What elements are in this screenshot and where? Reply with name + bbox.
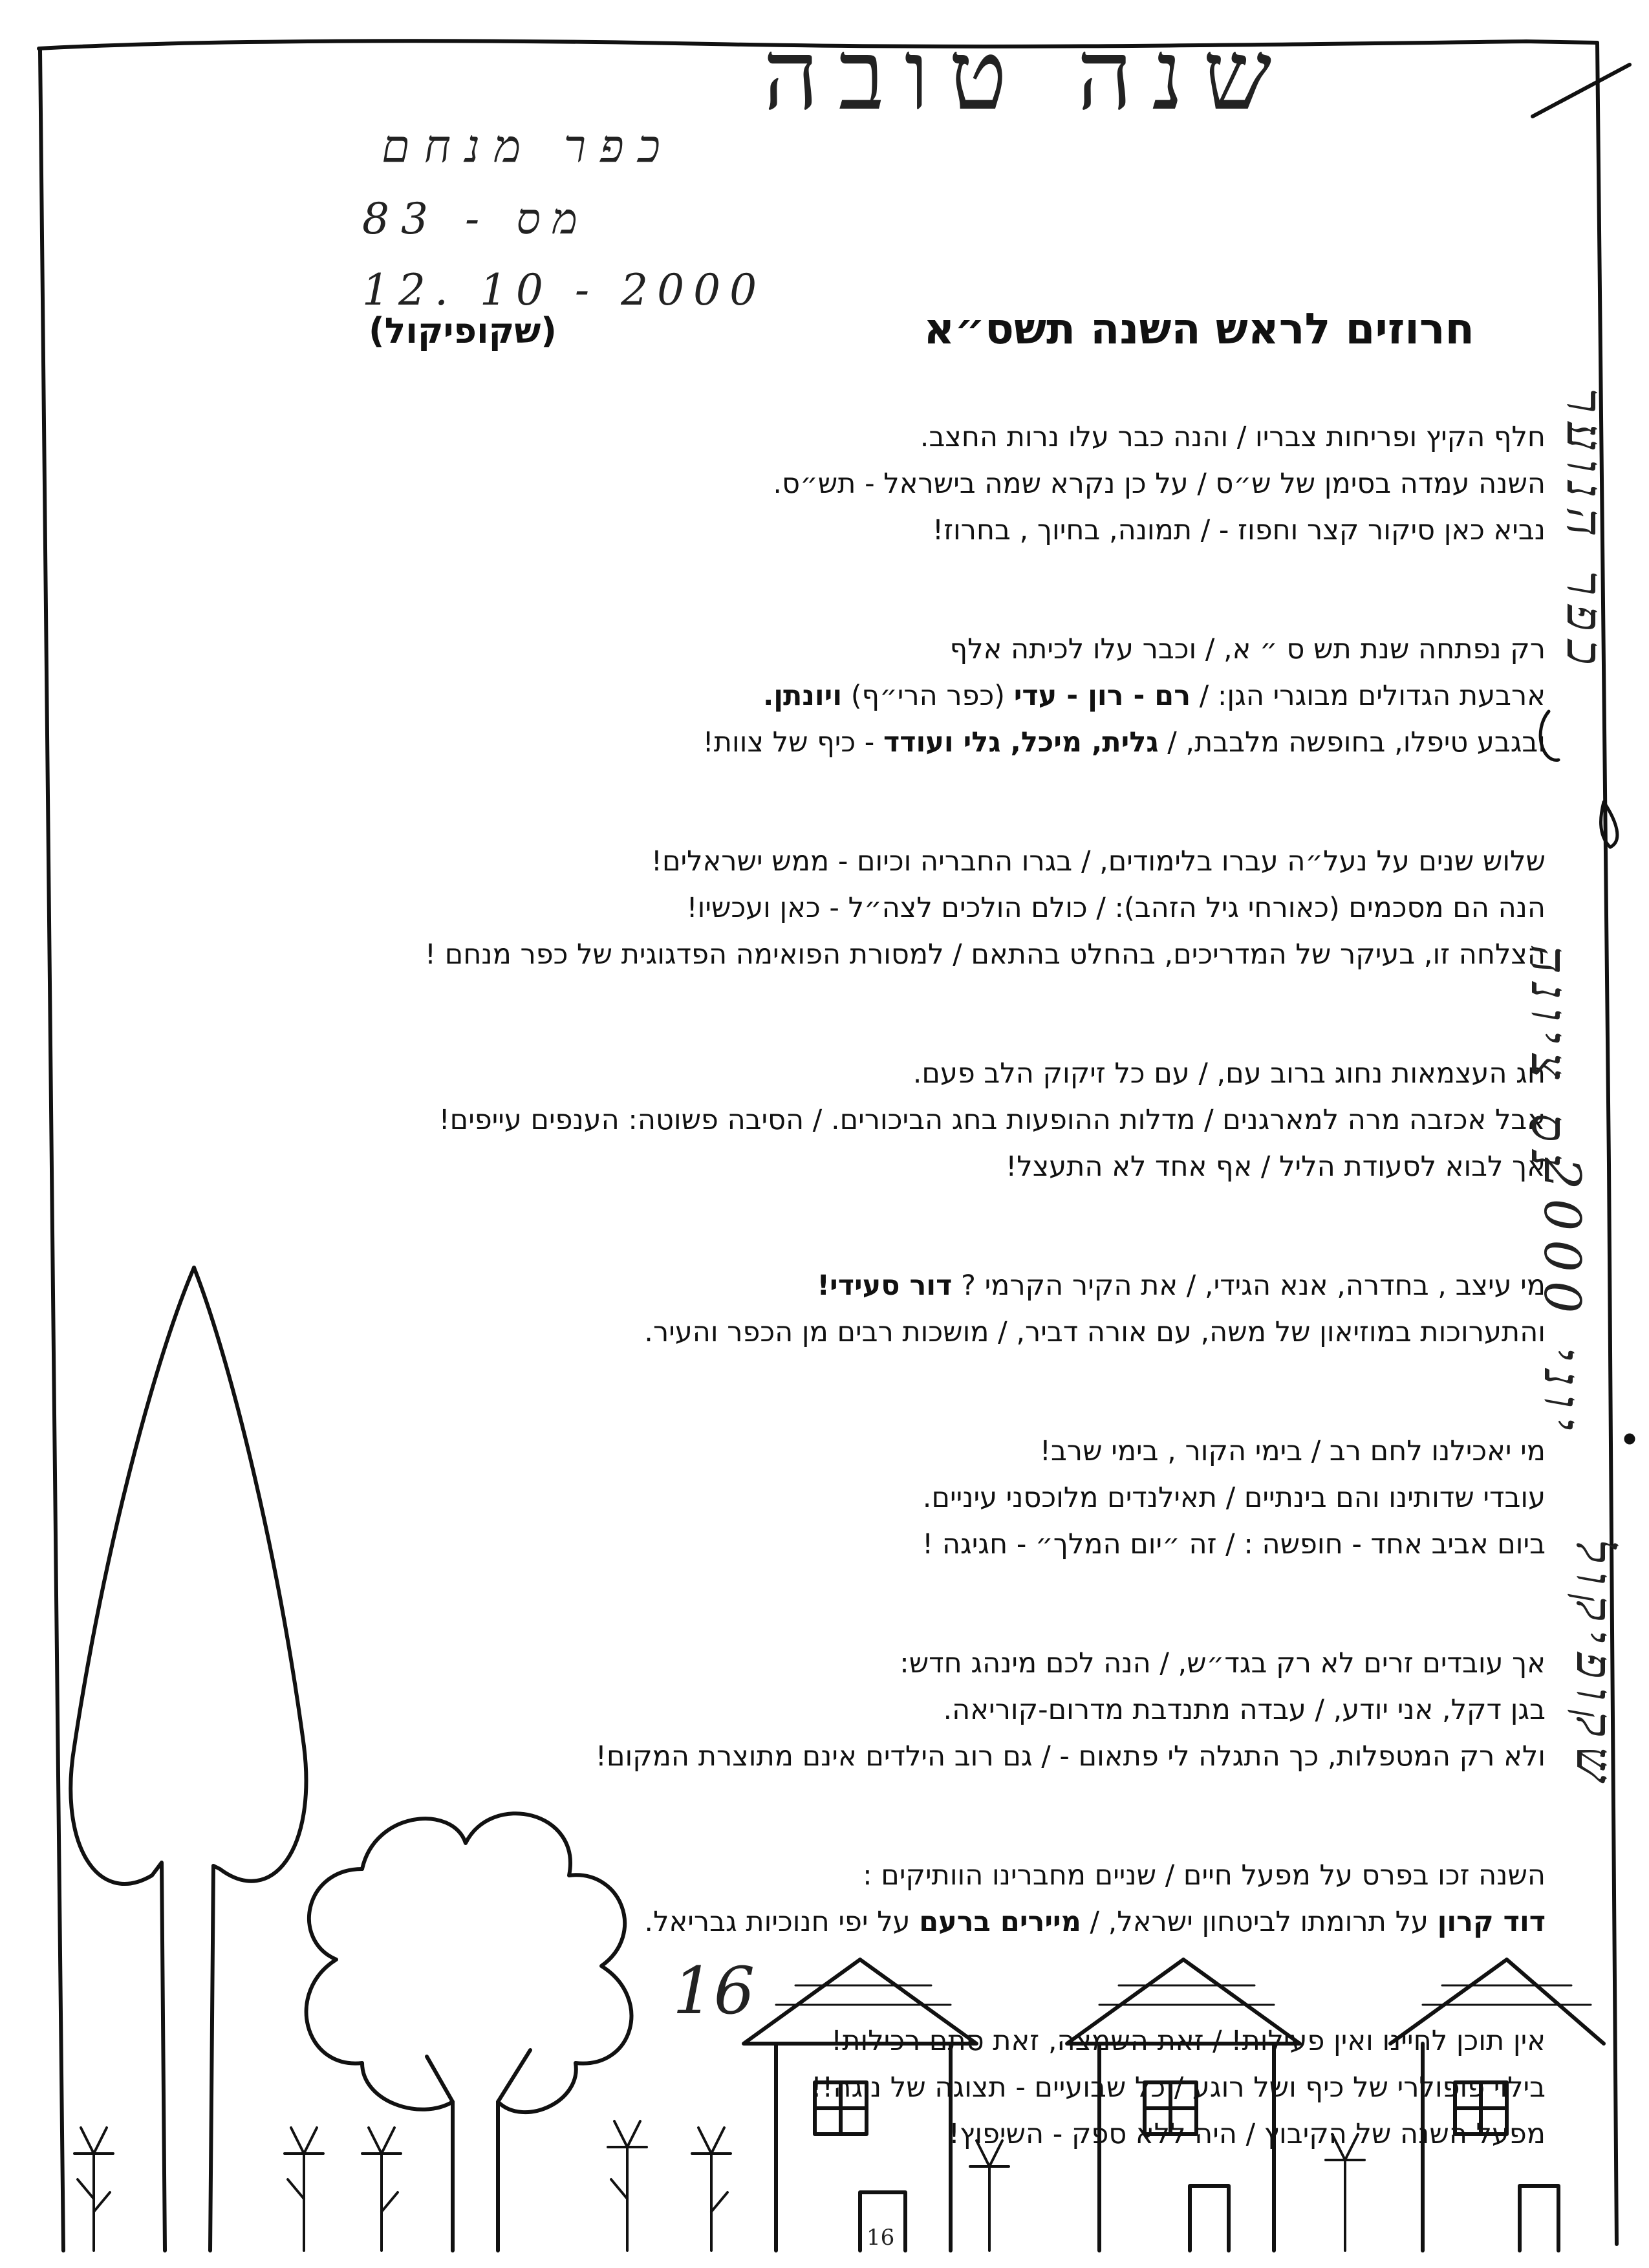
poem-line bbox=[123, 1428, 1546, 1474]
poem-line bbox=[123, 931, 1546, 978]
text-segment: - כיף של צוות! bbox=[702, 726, 883, 759]
text-segment: אך עובדים זרים לא רק בגד״ש, / הנה לכם מינהג חדש: bbox=[900, 1647, 1546, 1679]
poem-line bbox=[123, 1474, 1546, 1521]
margin-note: נס ציונה bbox=[1520, 944, 1578, 1176]
poem-line bbox=[123, 1309, 1546, 1355]
stanza bbox=[123, 1640, 1546, 1780]
stanza bbox=[123, 838, 1546, 978]
margin-note: כפר הנוער bbox=[1555, 388, 1613, 674]
text-segment: ולא רק המטפלות, כך התגלה לי פתאום - / גם רוב הילדים אינם מתוצרת המקום! bbox=[595, 1740, 1546, 1773]
document-subtitle: (שקופיקול) bbox=[369, 310, 557, 351]
poem-body bbox=[123, 414, 1546, 2230]
handwritten-note-location: כפר מנחם bbox=[382, 120, 674, 173]
stanza bbox=[123, 1852, 1546, 1945]
text-segment: מי יאכילנו לחם רב / בימי הקור , בימי שרב! bbox=[1039, 1435, 1546, 1467]
text-segment: מפעל השנה של הקיבוץ / היה ללא ספק - השיפוץ! bbox=[948, 2118, 1546, 2150]
poem-line bbox=[123, 460, 1546, 507]
text-segment: נביא כאן סיקור קצר וחפוז - / תמונה, בחיוך , בחרוז! bbox=[932, 514, 1546, 546]
bold-name-segment: רם - רון - עדי bbox=[1013, 680, 1191, 712]
text-segment: ארבעת הגדולים מבוגרי הגן: / bbox=[1191, 680, 1546, 712]
poem-line bbox=[123, 885, 1546, 931]
text-segment: אך לבוא לסעודת הליל / אף אחד לא התעצל! bbox=[1006, 1150, 1546, 1183]
handwritten-note-number: 83 - מס bbox=[362, 194, 589, 244]
margin-note: יוני 2000 bbox=[1533, 1158, 1591, 1440]
text-segment: השנה זכו בפרס על מפעל חיים / שניים מחברינו הוותיקים : bbox=[863, 1859, 1546, 1892]
text-segment: שלוש שנים על נעל״ה עברו בלימודים, / בגרו החבריה וכיום - ממש ישראלים! bbox=[651, 845, 1546, 878]
house-number: 16 bbox=[867, 2225, 895, 2251]
bold-name-segment: מיירים ברעם bbox=[919, 1906, 1081, 1938]
text-segment: על יפי חנוכיות גבריאל. bbox=[644, 1906, 920, 1938]
poem-line bbox=[123, 1521, 1546, 1568]
handwritten-note-date: 12. 10 - 2000 bbox=[362, 265, 766, 315]
poem-line bbox=[123, 1143, 1546, 1190]
poem-line bbox=[123, 1262, 1546, 1309]
poem-line bbox=[123, 507, 1546, 554]
poem-line bbox=[123, 1733, 1546, 1780]
document-title: חרוזים לראש השנה תשס״א bbox=[923, 304, 1474, 354]
page-number: 16 bbox=[673, 1953, 755, 2029]
bold-name-segment: דור סעידי! bbox=[817, 1269, 953, 1302]
poem-line bbox=[123, 2018, 1546, 2064]
text-segment: השנה עמדה בסימן של ש״ס / על כן נקרא שמה בישראל - תש״ס. bbox=[773, 468, 1546, 500]
poem-line bbox=[123, 1899, 1546, 1945]
stanza bbox=[123, 414, 1546, 554]
text-segment: (כפר הרי״ף) bbox=[842, 680, 1014, 712]
stanza bbox=[123, 2018, 1546, 2157]
text-segment: חלף הקיץ ופריחות צבריו / והנה כבר עלו נרות החצב. bbox=[920, 421, 1546, 453]
poem-line bbox=[123, 1852, 1546, 1899]
text-segment: אבל אכזבה מרה למארגנים / מדלות ההופעות בחג הביכורים. / הסיבה פשוטה: הענפים עייפים! bbox=[438, 1104, 1546, 1136]
poem-line bbox=[123, 1050, 1546, 1097]
poem-line bbox=[123, 1640, 1546, 1687]
text-segment: הצלחה זו, בעיקר של המדריכים, בהחלט בהתאם / למסורת הפואימה הפדגוגית של כפר מנחם ! bbox=[424, 938, 1546, 971]
stanza bbox=[123, 1050, 1546, 1190]
text-segment: רק נפתחה שנת תש ס ״ א, / וכבר עלו לכיתה אלף bbox=[949, 633, 1546, 665]
text-segment: עובדי שדותינו והם בינתיים / תאילנדים מלוכסני עיניים. bbox=[922, 1482, 1546, 1514]
text-segment: על תרומתו לביטחון ישראל, / bbox=[1081, 1906, 1438, 1938]
bold-name-segment: ויונתן. bbox=[762, 680, 843, 712]
poem-line bbox=[123, 719, 1546, 766]
text-segment: ובגבע טיפלו, בחופשה מלבבת, / bbox=[1158, 726, 1546, 759]
bold-name-segment: גלית, מיכל, גלי ועודד bbox=[883, 726, 1159, 759]
handwritten-heading: שנה טובה bbox=[763, 19, 1291, 132]
poem-line bbox=[123, 414, 1546, 460]
poem-line bbox=[123, 1687, 1546, 1733]
poem-line bbox=[123, 626, 1546, 673]
poem-line bbox=[123, 838, 1546, 885]
text-segment: מי עיצב , בחדרה, אנא הגידי, / את הקיר הקרמי ? bbox=[952, 1269, 1546, 1302]
poem-line bbox=[123, 2064, 1546, 2111]
text-segment: חג העצמאות נחוג ברוב עם, / עם כל זיקוק הלב פעם. bbox=[912, 1057, 1546, 1090]
poem-line bbox=[123, 673, 1546, 719]
text-segment: ביום אביב אחד - חופשה : / זה ״יום המלך״ - חגיגה ! bbox=[922, 1528, 1546, 1561]
margin-note: שקופיקול bbox=[1565, 1539, 1623, 1791]
poem-line bbox=[123, 1097, 1546, 1143]
text-segment: בגן דקל, אני יודע, / עבדה מתנדבת מדרום-קוריאה. bbox=[943, 1694, 1546, 1726]
text-segment: בילוי פופולרי של כיף ושל רוגע / כל שבועיים - תצוגה של נוגה!! bbox=[810, 2071, 1546, 2104]
text-segment: אין תוכן לחיינו ואין פעילות! / זאת השמצה, זאת סתם רכילות! bbox=[830, 2025, 1546, 2057]
stanza bbox=[123, 626, 1546, 766]
bold-name-segment: דוד קרון bbox=[1437, 1906, 1546, 1938]
text-segment: הנה הם מסכמים (כאורחי גיל הזהב): / כולם הולכים לצה״ל - כאן ועכשיו! bbox=[686, 892, 1546, 924]
text-segment: והתערוכות במוזיאון של משה, עם אורה דביר, / מושכות רבים מן הכפר והעיר. bbox=[644, 1316, 1546, 1348]
poem-line bbox=[123, 2111, 1546, 2157]
stanza bbox=[123, 1428, 1546, 1568]
stanza bbox=[123, 1262, 1546, 1355]
